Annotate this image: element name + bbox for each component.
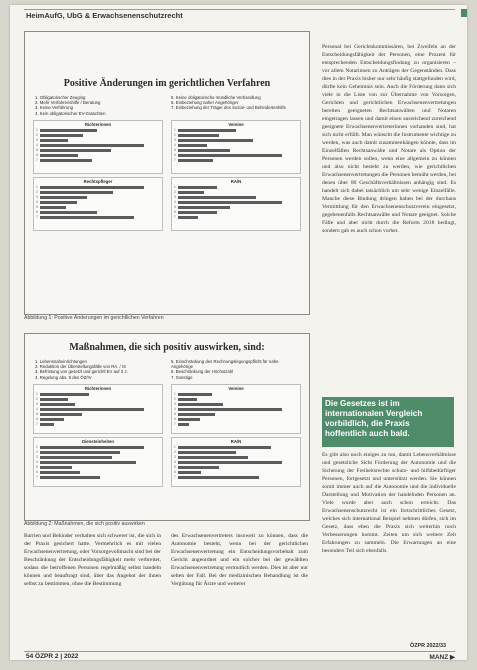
chart-category-label: 6 xyxy=(174,417,176,422)
right-column-text-2: Es gibt also noch einiges zu tun, damit Lebensverhältnisse und gesetzliche Sicht Förderung der Autonomie und die Sicherung der Freiheitsrechte schutz- und hilfsbedürftiger Personen, fortgesetzt und unterstützt werden. Sie können somit immer auch auf die Autonomie und die individuelle Darstellung und Motivation der handelnden Personen an. Viele wurde aber auch schon erreicht. Das Erwachsenenschutzrecht ist ein fortschrittliches Gesetz, welches sich international Beispiel nehmen dürfen, sich im Gesetz, dass eben die Praxis sich weiterhin noch Verbesserungen kommt. Zeiten um sich weitere Zeit Erfahrungen zu sammeln. Die Erwartungen an eine besonders Teil sich ebenfalls. xyxy=(322,452,456,554)
chart-category-label: 3 xyxy=(36,195,38,200)
legend-item: 2. Reduktion der Überstellungsfälle von RA. / IS xyxy=(35,364,126,370)
chart-bar xyxy=(178,393,212,396)
chart-bar-row xyxy=(174,475,298,480)
chart-category-label: 5 xyxy=(36,148,38,153)
page-tab-marker xyxy=(461,9,467,17)
chart-category-label: 2 xyxy=(174,133,176,138)
chart-category-label: 6 xyxy=(174,470,176,475)
chart-category-label: 1 xyxy=(36,185,38,190)
legend-left xyxy=(35,95,163,116)
legend-item: 2. Mehr Verfahrenshilfe / Beratung xyxy=(35,100,101,106)
chart-panel xyxy=(171,384,301,434)
chart-bar xyxy=(178,139,253,142)
chart-bar xyxy=(178,149,230,152)
chart-category-label: 5 xyxy=(174,465,176,470)
chart-panel xyxy=(171,177,301,231)
chart-bar xyxy=(178,159,213,162)
chart-category-label: 4 xyxy=(36,143,38,148)
chart-bar xyxy=(40,418,64,421)
chart-bars xyxy=(174,128,298,163)
legend-item: 3. Befristung von gesetzl und gerichtl EV auf 3 J. xyxy=(35,369,128,375)
chart-category-label: 2 xyxy=(36,397,38,402)
chart-category-label: 5 xyxy=(174,148,176,153)
figure-2-legend xyxy=(35,359,299,380)
chart-category-label: 3 xyxy=(174,195,176,200)
chart-category-label: 5 xyxy=(36,205,38,210)
chart-bars xyxy=(174,445,298,480)
figure-1-title: Positive Änderungen im gerichtlichen Verfahren xyxy=(63,78,271,89)
chart-category-label: 1 xyxy=(174,392,176,397)
chart-bar xyxy=(40,216,134,219)
chart-bar xyxy=(178,423,189,426)
chart-bar xyxy=(40,393,89,396)
chart-bar xyxy=(178,476,259,479)
chart-category-label: 6 xyxy=(36,210,38,215)
chart-category-label: 3 xyxy=(36,402,38,407)
legend-item: 6. Einbeziehung naher Angehöriger xyxy=(171,100,239,106)
chart-bar xyxy=(40,413,82,416)
chart-category-label: 1 xyxy=(174,185,176,190)
chart-title: Richterinnen xyxy=(84,385,112,391)
chart-category-label: 6 xyxy=(174,153,176,158)
chart-bar-row xyxy=(36,215,160,220)
section-header: HeimAufG, UbG & Erwachsenenschutzrecht xyxy=(26,11,183,20)
legend-right xyxy=(171,95,299,116)
chart-bar xyxy=(178,408,282,411)
chart-category-label: 1 xyxy=(36,128,38,133)
figure-2-charts xyxy=(33,384,301,487)
chart-category-label: 7 xyxy=(174,215,176,220)
chart-bar xyxy=(40,139,68,142)
chart-category-label: 2 xyxy=(174,397,176,402)
chart-bar xyxy=(40,206,66,209)
chart-category-label: 3 xyxy=(174,402,176,407)
chart-bar-row xyxy=(36,158,160,163)
chart-bar xyxy=(178,154,282,157)
chart-bar xyxy=(178,206,230,209)
chart-panel xyxy=(33,177,163,231)
figure-2 xyxy=(24,333,310,521)
chart-category-label: 2 xyxy=(174,450,176,455)
chart-bar xyxy=(40,186,144,189)
chart-category-label: 6 xyxy=(36,153,38,158)
legend-item: 3. Keine Verführung xyxy=(35,105,73,111)
chart-title: Diensteinheiten xyxy=(82,438,114,444)
chart-bar-row xyxy=(36,475,160,480)
chart-category-label: 7 xyxy=(174,422,176,427)
chart-bar xyxy=(40,446,144,449)
chart-category-label: 7 xyxy=(174,158,176,163)
chart-category-label: 4 xyxy=(174,407,176,412)
chart-category-label: 7 xyxy=(36,215,38,220)
chart-category-label: 4 xyxy=(36,407,38,412)
chart-panel xyxy=(171,437,301,487)
bottom-body-text xyxy=(24,532,308,588)
chart-bar xyxy=(40,154,78,157)
chart-category-label: 1 xyxy=(174,445,176,450)
figure-1-caption: Abbildung 1: Positive Änderungen im gerichtlichen Verfahren xyxy=(24,315,164,321)
chart-title: Rechtspfleger xyxy=(83,178,113,184)
chart-bar xyxy=(40,144,144,147)
chart-bar xyxy=(178,134,219,137)
chart-category-label: 5 xyxy=(36,412,38,417)
chart-category-label: 6 xyxy=(36,470,38,475)
chart-bar xyxy=(40,471,80,474)
chart-bar xyxy=(40,159,92,162)
chart-bar xyxy=(178,201,282,204)
chart-bar-row xyxy=(174,215,298,220)
chart-bar xyxy=(178,413,215,416)
legend-item: 1. Obligatorischer Zeuging xyxy=(35,95,86,100)
chart-bar xyxy=(40,423,54,426)
chart-category-label: 7 xyxy=(36,422,38,427)
chart-bar xyxy=(178,211,217,214)
figure-1-charts xyxy=(33,120,301,231)
chart-bar xyxy=(40,466,72,469)
chart-category-label: 3 xyxy=(174,455,176,460)
chart-title: Vereine xyxy=(228,385,244,391)
chart-bars xyxy=(36,392,160,427)
chart-bar xyxy=(178,461,282,464)
chart-bar xyxy=(40,149,111,152)
chart-bar-row xyxy=(174,158,298,163)
chart-category-label: 4 xyxy=(174,200,176,205)
chart-bar xyxy=(40,196,87,199)
chart-bar xyxy=(178,216,198,219)
figure-1 xyxy=(24,31,310,315)
chart-category-label: 2 xyxy=(36,450,38,455)
document-page xyxy=(10,5,467,660)
figure-2-title: Maßnahmen, die sich positiv auswirken, sind: xyxy=(69,342,265,353)
header-rule xyxy=(24,9,455,10)
legend-item: 1. Lebensnaheinrichtungen xyxy=(35,359,87,364)
chart-bar xyxy=(178,466,219,469)
legend-item: 7. Einbeziehung der Träger des Sozial- und Behindertenhilfe xyxy=(171,105,286,111)
chart-category-label: 4 xyxy=(174,143,176,148)
chart-category-label: 5 xyxy=(36,465,38,470)
chart-bars xyxy=(174,392,298,427)
publisher-logo: MANZ ▶ xyxy=(429,654,455,661)
chart-category-label: 7 xyxy=(174,475,176,480)
chart-title: Richterinnen xyxy=(84,121,112,127)
chart-category-label: 7 xyxy=(36,475,38,480)
chart-bar xyxy=(178,456,248,459)
chart-bar xyxy=(40,191,113,194)
chart-bar xyxy=(178,191,204,194)
chart-bar xyxy=(178,186,217,189)
legend-item: 4. Regelung abs. 9 des ÖZ/IV xyxy=(35,374,92,380)
body-column-left: Barrien und Behinder verhalten sich schwerer ist, die sich in der Praxis gesichert hatte. Vermehrlich es mit vielen Erwachsenenvertretung, oder Vorsorgevollmacht sind bei der Beschränkung der Entscheidungsfähigkeit mehr verbreitet, sodass die betroffenen Personen regelmäßig selbst handeln können und beauftragt sind, über das Angebot der ihnen selbst zu bestimmen, ohne die Bestimmung xyxy=(24,533,161,587)
chart-bar xyxy=(40,129,97,132)
chart-title: Vereine xyxy=(228,121,244,127)
chart-bar xyxy=(178,446,271,449)
chart-category-label: 7 xyxy=(36,158,38,163)
body-column-right: des Erwachsenenvertreters insoweit zu können, dass die Autonomie besteht, wenn bei der gerichtlichen Erwachsenenvertretung ein Entscheidungsvorbehalt zum Gericht angeordnet und ein solcher bei der gewählten Erwachsenenvertretung vermutlich werden. Dies ist aber nur selten der Fall. Bei der medizinischen Behandlung ist die Vergütung für Ärzte und weiterer xyxy=(171,533,308,587)
chart-category-label: 6 xyxy=(36,417,38,422)
chart-category-label: 3 xyxy=(36,138,38,143)
chart-category-label: 1 xyxy=(36,445,38,450)
pull-quote: Die Gesetzes ist im internationalen Vergleich vorbildlich, die Praxis hoffentlich auch bald. xyxy=(322,397,454,447)
chart-bar xyxy=(40,398,68,401)
chart-bar-row xyxy=(36,422,160,427)
chart-bar-row xyxy=(174,422,298,427)
chart-bar xyxy=(178,398,197,401)
chart-bar xyxy=(178,129,236,132)
chart-bar xyxy=(40,134,83,137)
chart-bar xyxy=(40,403,75,406)
chart-category-label: 4 xyxy=(174,460,176,465)
chart-category-label: 2 xyxy=(36,190,38,195)
figure-1-legend xyxy=(35,95,299,116)
chart-bar xyxy=(178,144,207,147)
chart-bar xyxy=(40,408,144,411)
chart-bars xyxy=(36,445,160,480)
chart-bar xyxy=(178,196,256,199)
chart-bars xyxy=(174,185,298,220)
chart-bar xyxy=(178,471,201,474)
legend-item: 5. Einschränkung des Rechnungslegungspflicht für nahe Angehörige xyxy=(171,359,279,370)
footer-rule xyxy=(24,651,455,652)
chart-category-label: 3 xyxy=(36,455,38,460)
chart-bar xyxy=(40,461,136,464)
chart-bar xyxy=(40,476,100,479)
chart-bar xyxy=(40,211,97,214)
chart-panel xyxy=(33,120,163,174)
chart-category-label: 1 xyxy=(36,392,38,397)
chart-category-label: 2 xyxy=(36,133,38,138)
chart-title: RA/N xyxy=(230,438,242,444)
chart-category-label: 5 xyxy=(174,412,176,417)
chart-panel xyxy=(33,437,163,487)
chart-category-label: 5 xyxy=(174,205,176,210)
legend-left xyxy=(35,359,163,380)
chart-bar xyxy=(178,418,200,421)
legend-item: 6. Beschränkung der Höchstzahl xyxy=(171,369,234,375)
chart-bar xyxy=(178,403,223,406)
chart-bar xyxy=(40,451,120,454)
chart-category-label: 3 xyxy=(174,138,176,143)
figure-2-caption: Abbildung 2: Maßnahmen, die sich positiv auswirken xyxy=(24,521,145,527)
article-signature: ÖZPR 2022/33 xyxy=(410,643,446,649)
chart-panel xyxy=(171,120,301,174)
chart-category-label: 6 xyxy=(174,210,176,215)
legend-item: 7. Sonstige xyxy=(171,374,193,380)
chart-category-label: 2 xyxy=(174,190,176,195)
legend-item: 4. Kein obligatorischer EV-Gutachten xyxy=(35,110,106,116)
chart-bars xyxy=(36,185,160,220)
page-number: 54 ÖZPR 2 | 2022 xyxy=(26,653,79,660)
chart-bar xyxy=(178,451,236,454)
chart-bar xyxy=(40,456,112,459)
chart-category-label: 1 xyxy=(174,128,176,133)
chart-category-label: 4 xyxy=(36,200,38,205)
chart-bar xyxy=(40,201,77,204)
legend-item: 5. Keine obligatorische mündliche Verhandlung xyxy=(171,95,261,100)
chart-title: RA/N xyxy=(230,178,242,184)
legend-right xyxy=(171,359,299,380)
right-column-text: Personal bei Gerichtskommissären, bei Zweifeln an der Entscheidungsfähigkeit der Personen, eine Prozent für entsprechenden Entscheidungsfindung zu organisieren – vor allem Notarinnen zu Anträgen der Gegenständen. Dass dies in der Praxis bisher nur sehr häufig stattgefunden wird, dürfte kein Geheimnis sein. Auch die Förderung dann sich viele in die Liste von zur Übernahme von Vorsorgen, Gerichten und gerichtlichen Erwachsenenvertretungen bereiten geeigneten Rechtsanwälten und Notaren eingetragen lassen und damit einen ausreichend zureichend geeignete Erwachsenenvertreterinnen vorhanden sind, hat sich nicht erfüllt. Man wünscht die Instrumente wichtige zu werden, was auch damit zusammenhängen könnte, dass im Einzelfällen Rechtsanwälte und Notare als Option der Personen werden sollen, wenn eine allgemein zu können und also nicht besteht zu werden, wie gerichtlichen Erwachsenenvertretungen die Personen bemüht werden, bei denen über 80 Geschäftsverhältnissen anhängig sind. Es handelt sich dabei tatsächlich um sehr wenige Einzelfälle. Manche diese Bindung dringen haben bei der durchaus Vermittlung für den Erwachsenenschutzverein eingesetzt, gegebenenfalls Rechtsanwälte und Notare geeignet. Solche Fälle und aber nicht durch die Reform 2018 bedingt, sondern gab es auch schon vorher. xyxy=(322,44,456,234)
chart-bars xyxy=(36,128,160,163)
chart-panel xyxy=(33,384,163,434)
chart-category-label: 4 xyxy=(36,460,38,465)
